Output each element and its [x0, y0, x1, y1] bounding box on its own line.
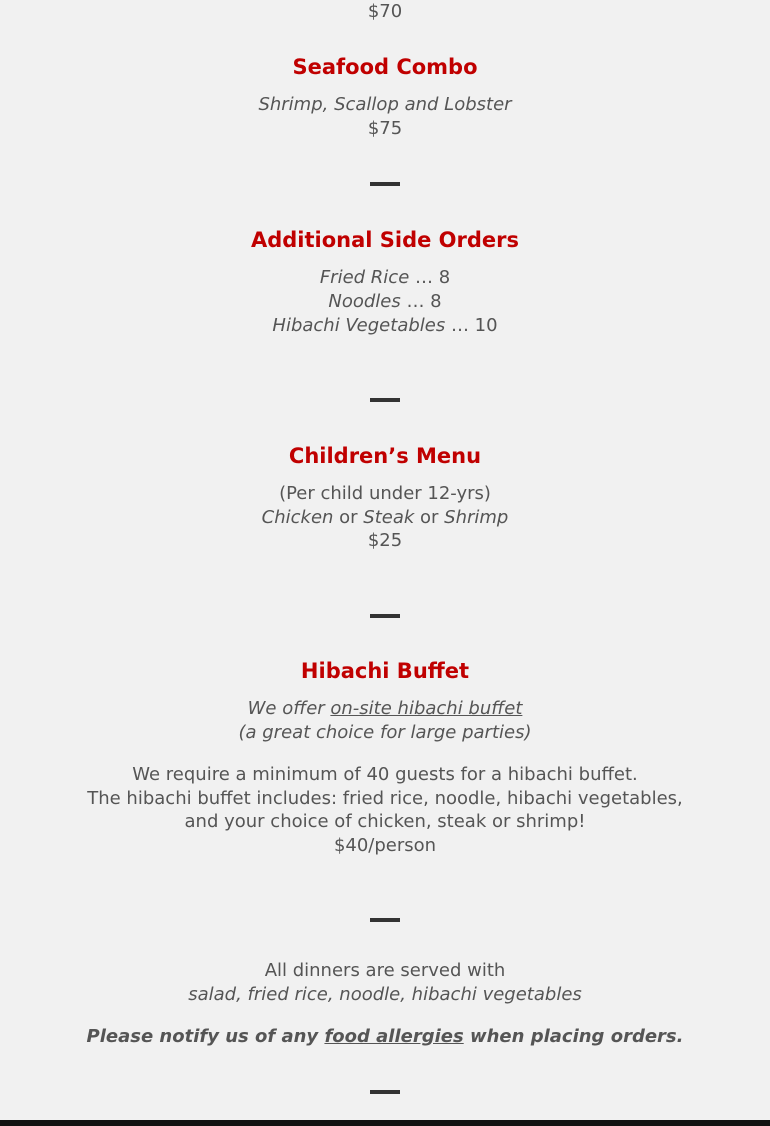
side-order-item [0, 290, 770, 314]
footer-bar [0, 1120, 770, 1126]
side-order-price: … 8 [400, 291, 442, 312]
buffet-includes: The hibachi buffet includes: fried rice, noodle, hibachi vegetables, [87, 788, 683, 809]
side-order-price: … 8 [409, 267, 451, 288]
onsite-buffet-link[interactable]: on-site hibachi buffet [330, 698, 523, 719]
dinners-sides: salad, fried rice, noodle, hibachi vegetables [188, 984, 582, 1005]
buffet-price: $40/person [333, 835, 437, 856]
seafood-combo-title: Seafood Combo [292, 55, 478, 79]
seafood-combo-description: Shrimp, Scallop and Lobster [258, 94, 512, 115]
childrens-menu-options [0, 506, 770, 530]
side-order-name: Noodles [328, 291, 401, 312]
buffet-offer-note: (a great choice for large parties) [238, 722, 532, 743]
side-order-item [0, 314, 770, 338]
or-text: or [333, 507, 364, 528]
section-divider [370, 182, 400, 186]
option-shrimp: Shrimp [444, 507, 509, 528]
section-divider [370, 1090, 400, 1094]
dinners-served-with: All dinners are served with [264, 960, 506, 981]
side-order-name: Hibachi Vegetables [272, 315, 446, 336]
allergy-suffix: when placing orders. [463, 1026, 684, 1047]
allergy-notice [0, 1025, 770, 1049]
buffet-choice: and your choice of chicken, steak or shrimp! [184, 811, 586, 832]
side-order-item [0, 266, 770, 290]
previous-item-price: $70 [367, 1, 403, 22]
hibachi-buffet-title: Hibachi Buffet [300, 659, 470, 683]
option-steak: Steak [363, 507, 415, 528]
childrens-menu-price: $25 [367, 530, 403, 551]
childrens-menu-note: (Per child under 12-yrs) [279, 483, 491, 504]
buffet-offer-prefix: We offer [247, 698, 331, 719]
side-order-price: … 10 [445, 315, 498, 336]
or-text: or [414, 507, 445, 528]
buffet-offer [0, 697, 770, 721]
buffet-requirement: We require a minimum of 40 guests for a hibachi buffet. [132, 764, 638, 785]
option-chicken: Chicken [261, 507, 334, 528]
allergy-prefix: Please notify us of any [86, 1026, 325, 1047]
childrens-menu-title: Children’s Menu [288, 444, 482, 468]
side-order-name: Fried Rice [319, 267, 410, 288]
food-allergies-link[interactable]: food allergies [324, 1026, 464, 1047]
section-divider [370, 614, 400, 618]
section-divider [370, 918, 400, 922]
side-orders-title: Additional Side Orders [250, 228, 520, 252]
section-divider [370, 398, 400, 402]
seafood-combo-price: $75 [367, 118, 403, 139]
